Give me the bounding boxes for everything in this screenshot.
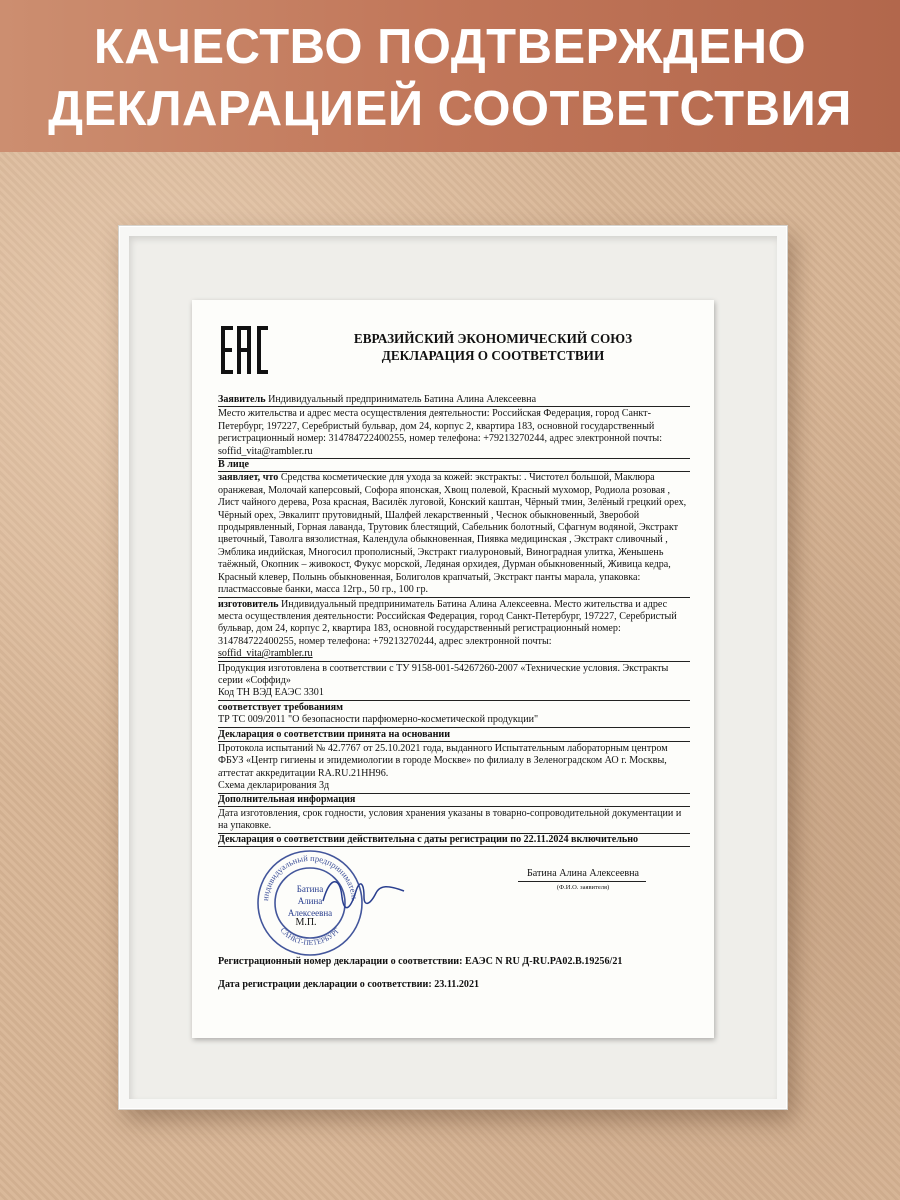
- valid-text: Декларация о соответствии действительна с даты регистрации по 22.11.2024 включительно: [218, 833, 639, 845]
- svg-text:САНКТ-ПЕТЕРБУРГ: [279, 926, 342, 948]
- complies-field: ТР ТС 009/2011 "О безопасности парфюмерно-косметической продукции": [218, 714, 690, 727]
- code-field: Код ТН ВЭД ЕАЭС 3301: [218, 687, 690, 700]
- document-titles: [298, 330, 688, 364]
- banner-line-1: КАЧЕСТВО ПОДТВЕРЖДЕНО: [93, 20, 807, 74]
- signer-caption: (Ф.И.О. заявителя): [556, 884, 610, 892]
- additional-label: Дополнительная информация: [218, 793, 356, 805]
- document-title-union: ЕВРАЗИЙСКИЙ ЭКОНОМИЧЕСКИЙ СОЮЗ: [353, 331, 633, 346]
- stamp-top-text: индивидуальный предприниматель: [260, 853, 360, 902]
- basis-label-field: [218, 729, 690, 742]
- signer-name: Батина Алина Алексеевна: [526, 868, 640, 880]
- applicant-field: [218, 394, 690, 407]
- produced-field: Продукция изготовлена в соответствии с ТУ 9158-001-54267260-2007 «Технические условия. Экстракты серии «Соффид»: [218, 662, 669, 686]
- registration-number: Регистрационный номер декларации о соответствии: ЕАЭС N RU Д-RU.PA02.B.19256/21: [218, 956, 623, 968]
- declaration-document: [192, 300, 714, 1038]
- basis-field: Протокола испытаний № 42.7767 от 25.10.2021 года, выданного Испытательным лабораторным центром ФБУЗ «Центр гигиены и эпидемиологии в городе Москве» по филиалу в Зеленоградском АО г. Москвы, аттестат аккредитации RA.RU.21НН96.: [218, 742, 668, 779]
- document-title-declaration: ДЕКЛАРАЦИЯ О СООТВЕТСТВИИ: [381, 348, 605, 363]
- banner-line-2: ДЕКЛАРАЦИЕЙ СООТВЕТСТВИЯ: [48, 82, 852, 136]
- declares-value: Средства косметические для ухода за кожей: экстракты: . Чистотел большой, Маклюра оранжевая, Молочай каперсовый, Софора японская, Хвощ полевой, Красный мухомор, Родиола розовая , Лист чайного дерева, Роза красная, Василёк луговой, Конский каштан, Чёрный тмин, Зелёный грецкий орех, Чёрный орех, Эвкалипт прутовидный, Шалфей лекарственный , Чеснок обыкновенный, Зверобой продырявленный, Горная лаванда, Трутовик блестящий, Сабельник болотный, Сфагнум водяной, Экстракт цветочный, Таволга вязолистная, Календула обыкновенная, Пиявка медицинская , Экстракт сливочный , Эмблика индийская, Многосил прополисный, Экстракт гиалуроновый, Виноградная улитка, Женьшень таёжный, Окопник – живокост, Фукус морской, Ледяная орхидея, Дурман обыкновенный, Живица кедра, Красный клевер, Полынь обыкновенная, Болиголов крапчатый, Экстракт панты марала, упаковка: пластмассовые банки, масса 12гр., 50 гр., 100 гр.: [218, 472, 687, 596]
- stamp-center-line-2: Алина: [297, 896, 323, 907]
- in-person-field: [218, 459, 690, 472]
- manufacturer-label: изготовитель: [218, 598, 279, 610]
- applicant-value: Индивидуальный предприниматель Батина Алина Алексеевна: [265, 394, 537, 405]
- stamp-bottom-text: САНКТ-ПЕТЕРБУРГ: [278, 926, 342, 948]
- eac-logo-icon: [221, 322, 269, 378]
- in-person-label: В лице: [218, 459, 250, 471]
- handwritten-signature: [318, 871, 408, 921]
- additional-field: Дата изготовления, срок годности, условия хранения указаны в товарно-сопроводительной документации и на упаковке.: [218, 808, 690, 834]
- complies-label-field: [218, 702, 690, 714]
- additional-label-field: [218, 794, 690, 807]
- complies-label: соответствует требованиям: [218, 701, 344, 713]
- manufacturer-value: Индивидуальный предприниматель Батина Алина Алексеевна. Место жительства и адрес места осуществления деятельности: Российская Федерация, город Санкт-Петербург, 197227, Серебристый бульвар, дом 24, корпус 2, квартира 183, основной государственный регистрационный номер: 314784722400255, номер телефона: +79213270244, адрес электронной почты:: [218, 598, 677, 647]
- basis-label: Декларация о соответствии принята на основании: [218, 728, 451, 740]
- mp-label: М.П.: [295, 917, 317, 929]
- promo-banner: [0, 0, 900, 152]
- manufacturer-email: soffid_vita@rambler.ru: [218, 648, 313, 660]
- signature-line: [518, 881, 646, 882]
- applicant-label: Заявитель: [218, 394, 266, 405]
- signature-area: [218, 851, 690, 955]
- manufacturer-field: [218, 599, 690, 662]
- scheme-field: Схема декларирования 3д: [218, 780, 690, 793]
- valid-field: [218, 834, 690, 847]
- declares-field: [218, 472, 690, 597]
- stamp-center-line-1: Батина: [296, 884, 324, 895]
- declares-label: заявляет, что: [218, 472, 279, 484]
- stamp-center-line-3: Алексеевна: [287, 908, 333, 919]
- registration-date: Дата регистрации декларации о соответствии: 23.11.2021: [218, 979, 480, 991]
- document-header: [218, 320, 690, 394]
- address-field: Место жительства и адрес места осуществления деятельности: Российская Федерация, город Санкт-Петербург, 197227, Серебристый бульвар, дом 24, корпус 2, квартира 183, основной государственный регистрационный номер: 314784722400255, номер телефона: +79213270244, адрес электронной почты: soffid_vita@rambler.ru: [218, 408, 690, 459]
